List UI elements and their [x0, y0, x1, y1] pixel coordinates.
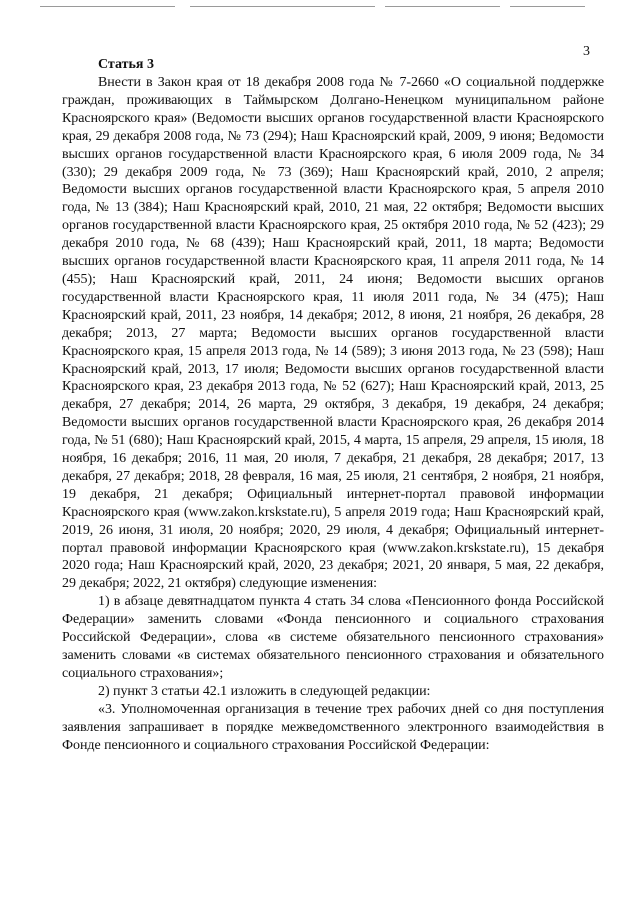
top-scan-line	[40, 6, 175, 7]
amendment-item-1: 1) в абзаце девятнадцатом пункта 4 стать 34 слова «Пенсионного фонда Российской Федерации» заменить словами «Фонда пенсионного и социального страхования Российской Федерации», слова «в системе обязательного пенсионного страхования» заменить словами «в системах обязательного пенсионного страхования и обязательного социального страхования»;	[62, 594, 604, 681]
article-intro-paragraph: Внести в Закон края от 18 декабря 2008 года № 7-2660 «О социальной поддержке граждан, проживающих в Таймырском Долгано-Ненецком муниципальном районе Красноярского края» (Ведомости высших органов государственной власти Красноярского края, 29 декабря 2008 года, № 73 (294); Наш Красноярский край, 2009, 9 июня; Ведомости высших органов государственной власти Красноярского края, 6 июля 2009 года, № 34 (330); 29 декабря 2009 года, № 73 (369); Наш Красноярский край, 2010, 2 апреля; Ведомости высших органов государственной власти Красноярского края, 5 апреля 2010 года, № 13 (384); Наш Красноярский край, 2010, 21 мая, 22 октября; Ведомости высших органов государственной власти Красноярского края, 25 октября 2010 года, № 52 (423); 29 декабря 2010 года, № 68 (439); Наш Красноярский край, 2011, 18 марта; Ведомости высших органов государственной власти Красноярского края, 11 апреля 2011 года, № 14 (455); Наш Красноярский край, 2011, 24 июня; Ведомости высших органов государственной власти Красноярского края, 11 июля 2011 года, № 34 (475); Наш Красноярский край, 2011, 23 ноября, 14 декабря; 2012, 8 июня, 21 ноября, 26 декабря, 28 декабря; 2013, 27 марта; Ведомости высших органов государственной власти Красноярского края, 15 апреля 2013 года, № 14 (589); 3 июня 2013 года, № 23 (598); Наш Красноярский край, 2013, 17 июля; Ведомости высших органов государственной власти Красноярского края, 23 декабря 2013 года, № 52 (627); Наш Красноярский край, 2013, 25 декабря, 27 декабря; 2014, 26 марта, 29 октября, 3 декабря, 19 декабря, 24 декабря; Ведомости высших органов государственной власти Красноярского края, 26 декабря 2014 года, № 51 (680); Наш Красноярский край, 2015, 4 марта, 15 апреля, 29 апреля, 15 июля, 18 ноября, 16 декабря; 2016, 11 мая, 20 июля, 7 декабря, 21 декабря, 28 декабря; 2017, 13 декабря, 27 декабря; 2018, 28 февраля, 16 мая, 25 июля, 21 сентября, 2 ноября, 21 ноября, 19 декабря, 21 декабря; Официальный интернет-портал правовой информации Красноярского края (www.zakon.krskstate.ru), 5 апреля 2019 года; Наш Красноярский край, 2019, 26 июня, 31 июля, 20 ноября; 2020, 29 июля, 4 декабря; Официальный интернет-портал правовой информации Красноярского края (www.zakon.krskstate.ru), 15 декабря 2020 года; Наш Красноярский край, 2020, 23 декабря; 2021, 20 января, 5 мая, 22 декабря, 29 декабря; 2022, 21 октября) следующие изменения:	[62, 75, 604, 592]
top-scan-line	[385, 6, 500, 7]
article-title: Статья 3	[98, 57, 154, 72]
amendment-item-2: 2) пункт 3 статьи 42.1 изложить в следующей редакции:	[98, 683, 431, 699]
top-scan-line	[190, 6, 375, 7]
top-scan-line	[510, 6, 585, 7]
page-number: 3	[583, 44, 590, 59]
new-clause-text: «3. Уполномоченная организация в течение трех рабочих дней со дня поступления заявления запрашивает в порядке межведомственного электронного взаимодействия в Фонде пенсионного и социального страхования Российской Федерации:	[62, 701, 604, 753]
document-body	[62, 56, 604, 754]
